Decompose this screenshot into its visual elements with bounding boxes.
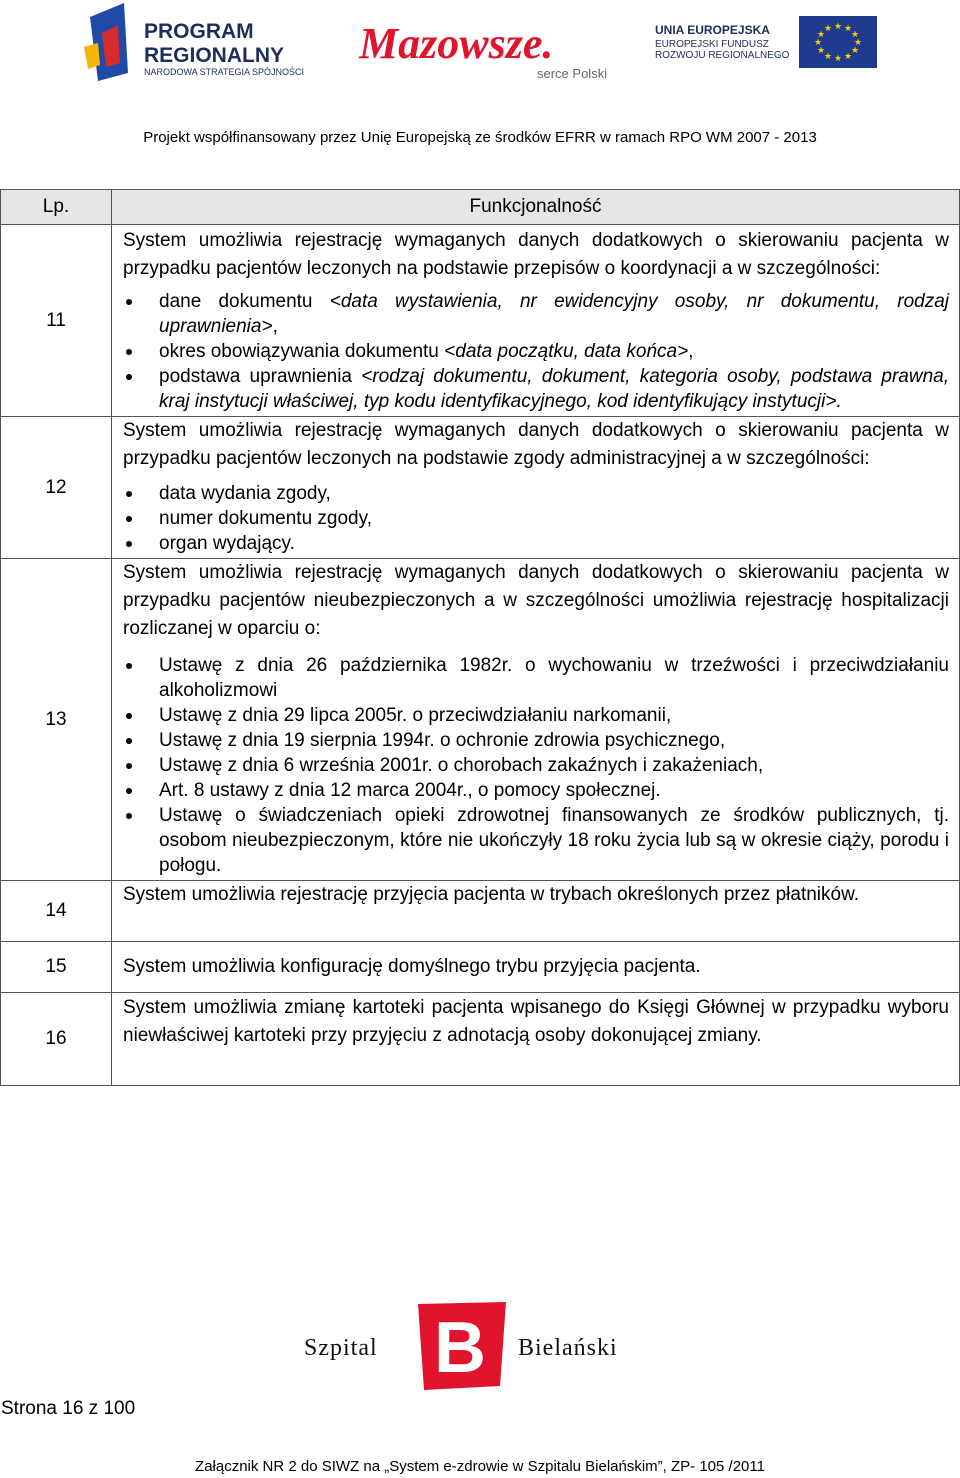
svg-text:B: B <box>434 1308 486 1388</box>
mazowsze-tagline: serce Polski <box>537 66 608 81</box>
program-line1: PROGRAM <box>144 20 254 43</box>
list-item: Art. 8 ustawy z dnia 12 marca 2004r., o pomocy społecznej. <box>123 778 949 803</box>
list-item: Ustawę z dnia 29 lipca 2005r. o przeciwdziałaniu narkomanii, <box>123 703 949 728</box>
szpital-bielanski-logo <box>300 1300 660 1392</box>
table-row <box>1 942 960 993</box>
row-intro: System umożliwia rejestrację wymaganych danych dodatkowych o skierowaniu pacjenta w przypadku pacjentów leczonych na podstawie przepisów o koordynacji a w szczególności: <box>123 230 949 279</box>
requirements-table <box>0 189 960 1086</box>
logo-left-text: Szpital <box>304 1335 378 1361</box>
list-item: Ustawę o świadczeniach opieki zdrowotnej finansowanych ze środków publicznych, tj. osobom nieubezpieczonym, które nie ukończyły 18 roku życia lub są w okresie ciąży, porodu i połogu. <box>123 803 949 878</box>
page-header <box>0 0 960 118</box>
row-text: System umożliwia zmianę kartoteki pacjenta wpisanego do Księgi Głównej w przypadku wyboru niewłaściwej kartoteki przy przyjęciu z adnotacją osoby dokonującej zmiany. <box>123 997 949 1046</box>
mazowsze-logo <box>355 12 625 82</box>
row-number: 11 <box>1 225 112 417</box>
page-number: Strona 16 z 100 <box>1 1398 136 1419</box>
svg-text:★: ★ <box>843 24 853 34</box>
svg-text:★: ★ <box>843 52 853 62</box>
row-text: System umożliwia rejestrację przyjęcia pacjenta w trybach określonych przez płatników. <box>123 884 860 905</box>
ue-line1: UNIA EUROPEJSKA <box>655 23 770 37</box>
row-number: 15 <box>1 942 112 993</box>
mazowsze-wordmark: Mazowsze. <box>359 19 554 68</box>
cofunding-note: Projekt współfinansowany przez Unię Europejską ze środków EFRR w ramach RPO WM 2007 - 2013 <box>143 129 817 146</box>
row-functionality <box>112 417 960 559</box>
svg-text:★: ★ <box>816 46 826 56</box>
table-row <box>1 417 960 559</box>
row-number: 16 <box>1 993 112 1086</box>
svg-text:★: ★ <box>850 46 860 56</box>
list-item: Ustawę z dnia 19 sierpnia 1994r. o ochronie zdrowia psychicznego, <box>123 728 949 753</box>
ue-logo <box>655 14 880 70</box>
row-functionality <box>112 559 960 881</box>
svg-text:★: ★ <box>823 52 833 62</box>
table-header-row <box>1 190 960 225</box>
list-item: organ wydający. <box>123 531 949 556</box>
row-functionality <box>112 942 960 993</box>
program-line2: REGIONALNY <box>144 44 285 67</box>
row-number: 14 <box>1 881 112 942</box>
requirement-list <box>123 481 949 558</box>
svg-text:★: ★ <box>813 38 823 48</box>
svg-text:★: ★ <box>850 30 860 40</box>
list-item: Ustawę z dnia 6 września 2001r. o chorobach zakaźnych i zakażeniach, <box>123 753 949 778</box>
row-functionality <box>112 225 960 417</box>
requirement-list <box>123 653 949 880</box>
svg-text:★: ★ <box>816 30 826 40</box>
row-text: System umożliwia konfigurację domyślnego trybu przyjęcia pacjenta. <box>123 956 701 977</box>
col-header-lp: Lp. <box>1 190 112 225</box>
list-item: Ustawę z dnia 26 października 1982r. o wychowaniu w trzeźwości i przeciwdziałaniu alkoholizmowi <box>123 653 949 703</box>
ue-line2: EUROPEJSKI FUNDUSZ <box>655 39 769 50</box>
svg-text:★: ★ <box>853 38 863 48</box>
table-row <box>1 559 960 881</box>
row-number: 13 <box>1 559 112 881</box>
program-regionalny-logo <box>80 3 330 85</box>
list-item: okres obowiązywania dokumentu <data początku, data końca>, <box>123 339 949 364</box>
table-row <box>1 993 960 1086</box>
row-functionality <box>112 993 960 1086</box>
svg-text:★: ★ <box>833 54 843 64</box>
table-row <box>1 881 960 942</box>
program-line3: NARODOWA STRATEGIA SPÓJNOŚCI <box>144 67 305 77</box>
row-number: 12 <box>1 417 112 559</box>
row-intro: System umożliwia rejestrację wymaganych danych dodatkowych o skierowaniu pacjenta w przypadku pacjentów leczonych na podstawie zgody administracyjnej a w szczególności: <box>123 420 949 469</box>
table-row <box>1 225 960 417</box>
svg-text:★: ★ <box>833 22 843 32</box>
row-intro: System umożliwia rejestrację wymaganych danych dodatkowych o skierowaniu pacjenta w przypadku pacjentów nieubezpieczonych a w szczególności umożliwia rejestrację hospitalizacji rozliczanej w oparciu o: <box>123 562 949 639</box>
footer-note: Załącznik NR 2 do SIWZ na „System e-zdrowie w Szpitalu Bielańskim”, ZP- 105 /2011 <box>195 1458 765 1475</box>
list-item: numer dokumentu zgody, <box>123 506 949 531</box>
col-header-functionality: Funkcjonalność <box>112 190 960 225</box>
list-item: dane dokumentu <data wystawienia, nr ewidencyjny osoby, nr dokumentu, rodzaj uprawnienia>, <box>123 289 949 339</box>
ue-line3: ROZWOJU REGIONALNEGO <box>655 50 790 61</box>
logo-right-text: Bielański <box>518 1335 618 1361</box>
requirement-list <box>123 289 949 416</box>
list-item: data wydania zgody, <box>123 481 949 506</box>
row-functionality <box>112 881 960 942</box>
svg-text:★: ★ <box>823 24 833 34</box>
list-item: podstawa uprawnienia <rodzaj dokumentu, dokument, kategoria osoby, podstawa prawna, kraj instytucji właściwej, typ kodu identyfikacyjnego, kod identyfikujący instytucji>. <box>123 364 949 414</box>
